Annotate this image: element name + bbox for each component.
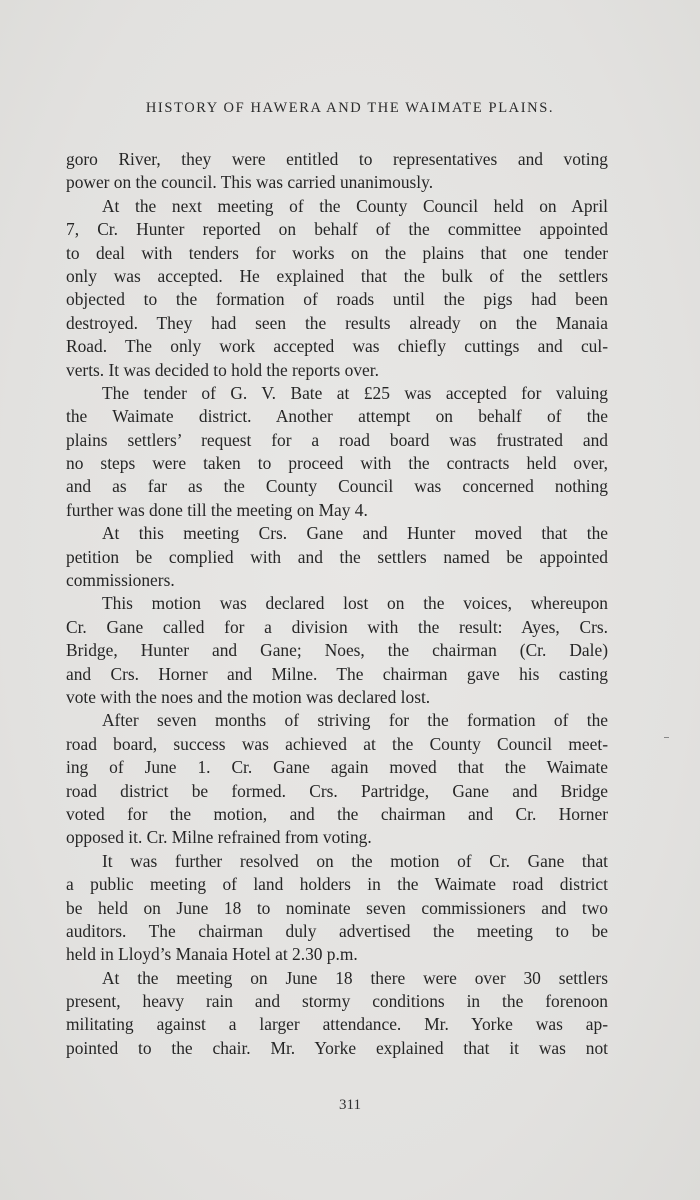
text-line: the Waimate district. Another attempt on behalf of the	[66, 406, 608, 427]
text-line: further was done till the meeting on May 4.	[66, 499, 368, 520]
text-line: petition be complied with and the settlers named be appointed	[66, 546, 608, 567]
text-line: objected to the formation of roads until the pigs had been	[66, 289, 608, 310]
text-line: pointed to the chair. Mr. Yorke explained that it was not	[66, 1037, 608, 1058]
text-line: Bridge, Hunter and Gane; Noes, the chairman (Cr. Dale)	[66, 640, 608, 661]
text-line: a public meeting of land holders in the Waimate road district	[66, 874, 608, 895]
text-line: held in Lloyd’s Manaia Hotel at 2.30 p.m.	[66, 944, 358, 965]
text-line: road board, success was achieved at the County Council meet-	[66, 733, 608, 754]
page-number: 311	[339, 1097, 361, 1113]
body-text	[66, 148, 608, 1060]
text-line: At the next meeting of the County Council held on April	[102, 195, 608, 216]
text-line: The tender of G. V. Bate at £25 was accepted for valuing	[102, 382, 608, 403]
text-line: verts. It was decided to hold the reports over.	[66, 359, 379, 380]
text-line: vote with the noes and the motion was declared lost.	[66, 686, 431, 707]
text-line: plains settlers’ request for a road board was frustrated and	[66, 429, 608, 450]
text-line: commissioners.	[66, 570, 175, 591]
text-line: and Crs. Horner and Milne. The chairman gave his casting	[66, 663, 608, 684]
text-line: At this meeting Crs. Gane and Hunter moved that the	[102, 523, 608, 544]
text-line: be held on June 18 to nominate seven commissioners and two	[66, 897, 608, 918]
text-line: Road. The only work accepted was chiefly cuttings and cul-	[66, 336, 608, 357]
text-line: road district be formed. Crs. Partridge, Gane and Bridge	[66, 780, 608, 801]
text-line: and as far as the County Council was concerned nothing	[66, 476, 608, 497]
text-line: Cr. Gane called for a division with the result: Ayes, Crs.	[66, 616, 608, 637]
text-line: to deal with tenders for works on the plains that one tender	[66, 242, 608, 263]
text-line: militating against a larger attendance. Mr. Yorke was ap-	[66, 1014, 608, 1035]
text-line: opposed it. Cr. Milne refrained from voting.	[66, 827, 372, 848]
text-line: goro River, they were entitled to representatives and voting	[66, 149, 608, 169]
text-line: ing of June 1. Cr. Gane again moved that the Waimate	[66, 757, 608, 778]
text-line: no steps were taken to proceed with the contracts held over,	[66, 453, 608, 474]
text-line: It was further resolved on the motion of Cr. Gane that	[102, 850, 608, 871]
text-line: auditors. The chairman duly advertised the meeting to be	[66, 920, 608, 941]
text-line: This motion was declared lost on the voices, whereupon	[102, 593, 608, 614]
text-line: At the meeting on June 18 there were over 30 settlers	[102, 967, 608, 988]
text-line: After seven months of striving for the formation of the	[102, 710, 608, 731]
text-line: voted for the motion, and the chairman and Cr. Horner	[66, 803, 608, 824]
text-line: destroyed. They had seen the results already on the Manaia	[66, 312, 608, 333]
text-line: 7, Cr. Hunter reported on behalf of the committee appointed	[66, 219, 608, 240]
text-line: only was accepted. He explained that the bulk of the settlers	[66, 265, 608, 286]
text-line: power on the council. This was carried unanimously.	[66, 172, 434, 193]
margin-mark	[664, 737, 669, 738]
running-head: HISTORY OF HAWERA AND THE WAIMATE PLAINS.	[145, 100, 555, 116]
text-line: present, heavy rain and stormy conditions in the forenoon	[66, 991, 608, 1012]
